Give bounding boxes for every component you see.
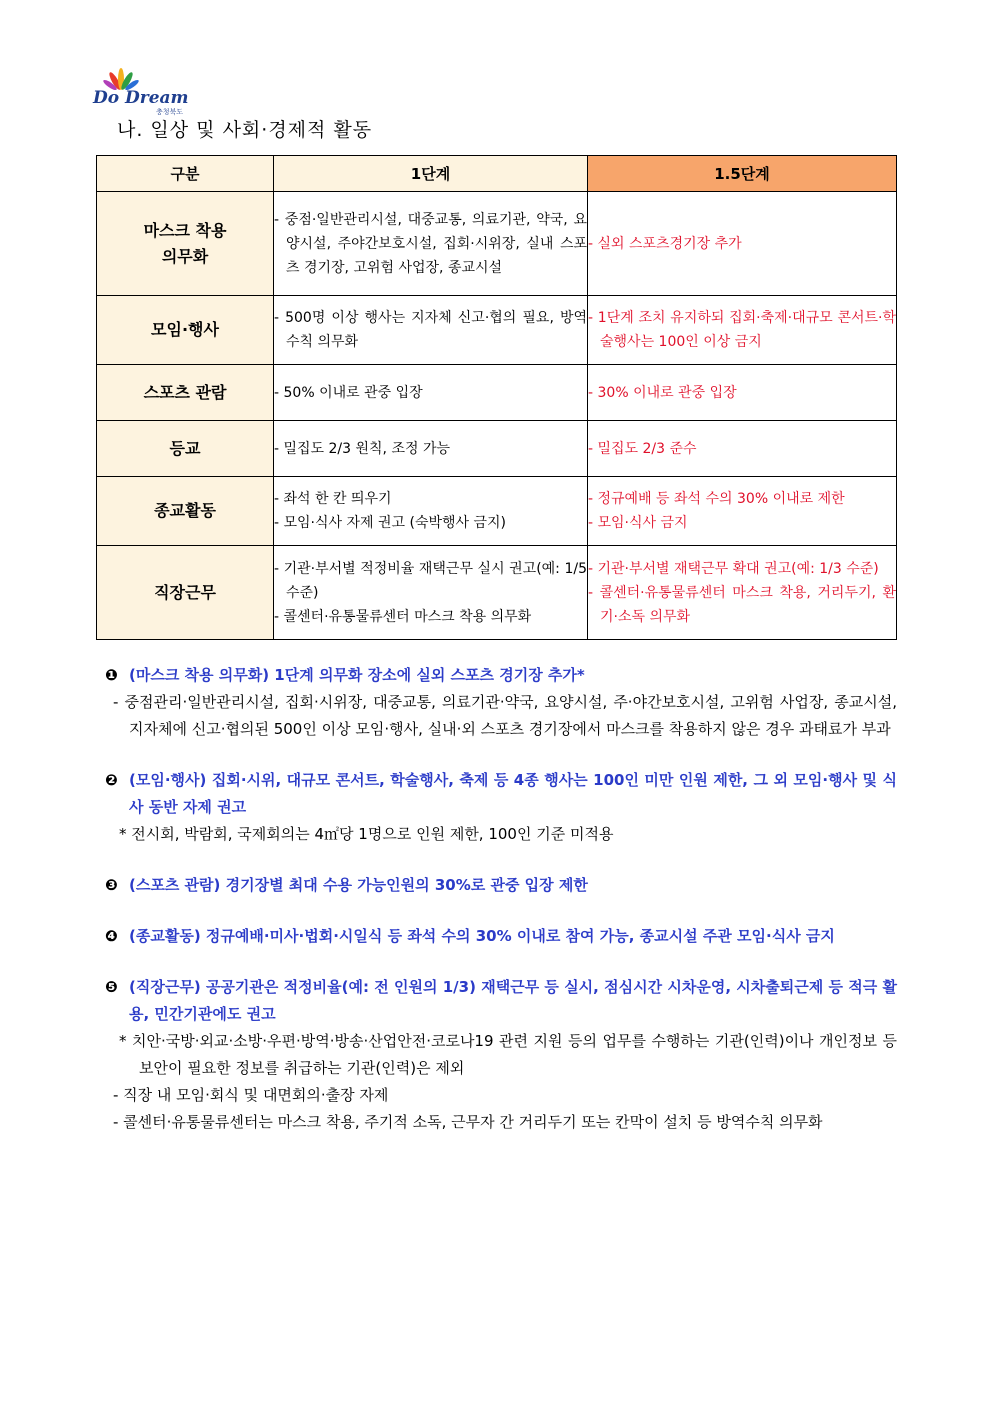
note-3-heading: ❸ (스포츠 관람) 경기장별 최대 수용 가능인원의 30%로 관중 입장 제한 xyxy=(105,872,897,899)
table-row xyxy=(97,365,897,421)
notes-section xyxy=(105,662,897,1136)
stage1-cell: - 기관·부서별 적정비율 재택근무 실시 권고(예: 1/5 수준) - 콜센터·유통물류센터 마스크 착용 의무화 xyxy=(274,546,588,640)
table-row xyxy=(97,296,897,365)
table-row xyxy=(97,192,897,296)
row-category: 모임·행사 xyxy=(97,296,274,365)
stage1-cell: - 50% 이내로 관중 입장 xyxy=(274,365,588,421)
table-row xyxy=(97,477,897,546)
stage15-cell: - 기관·부서별 재택근무 확대 권고(예: 1/3 수준) - 콜센터·유통물류센터 마스크 착용, 거리두기, 환기·소독 의무화 xyxy=(588,546,897,640)
stage1-cell: - 중점·일반관리시설, 대중교통, 의료기관, 약국, 요양시설, 주야간보호시설, 집회·시위장, 실내 스포츠 경기장, 고위험 사업장, 종교시설 xyxy=(274,192,588,296)
header-category: 구분 xyxy=(97,156,274,192)
header-stage1: 1단계 xyxy=(274,156,588,192)
row-category: 마스크 착용 의무화 xyxy=(97,192,274,296)
note-4-heading: ❹ (종교활동) 정규예배·미사·법회·시일식 등 좌석 수의 30% 이내로 참여 가능, 종교시설 주관 모임·식사 금지 xyxy=(105,923,897,950)
stage1-cell: - 좌석 한 칸 띄우기 - 모임·식사 자제 권고 (숙박행사 금지) xyxy=(274,477,588,546)
row-category: 스포츠 관람 xyxy=(97,365,274,421)
table-header-row xyxy=(97,156,897,192)
row-category: 등교 xyxy=(97,421,274,477)
note-2-heading: ❷ (모임·행사) 집회·시위, 대규모 콘서트, 학술행사, 축제 등 4종 행사는 100인 미만 인원 제한, 그 외 모임·행사 및 식사 동반 자제 권고 xyxy=(105,767,897,821)
stage15-cell: - 1단계 조치 유지하되 집회·축제·대규모 콘서트·학술행사는 100인 이상 금지 xyxy=(588,296,897,365)
bullet-2-icon: ❷ xyxy=(105,771,118,789)
stage1-cell: - 밀집도 2/3 원칙, 조정 가능 xyxy=(274,421,588,477)
bullet-3-icon: ❸ xyxy=(105,876,118,894)
note-5-detail-2: - 콜센터·유통물류센터는 마스크 착용, 주기적 소독, 근무자 간 거리두기 또는 칸막이 설치 등 방역수칙 의무화 xyxy=(113,1113,823,1131)
bullet-5-icon: ❺ xyxy=(105,978,118,996)
row-category: 직장근무 xyxy=(97,546,274,640)
logo-wordmark: Do Dream xyxy=(93,88,189,108)
table-row xyxy=(97,546,897,640)
row-category: 종교활동 xyxy=(97,477,274,546)
note-5-detail-1: - 직장 내 모임·회식 및 대면회의·출장 자제 xyxy=(113,1086,389,1104)
note-5-heading: ❺ (직장근무) 공공기관은 적정비율(예: 전 인원의 1/3) 재택근무 등 실시, 점심시간 시차운영, 시차출퇴근제 등 적극 활용, 민간기관에도 권고 xyxy=(105,974,897,1028)
measures-table xyxy=(96,155,897,640)
logo-tagline: 충청북도 xyxy=(156,108,184,116)
note-1-heading: ❶ (마스크 착용 의무화) 1단계 의무화 장소에 실외 스포츠 경기장 추가* xyxy=(105,662,897,689)
bullet-4-icon: ❹ xyxy=(105,927,118,945)
stage15-cell: - 30% 이내로 관중 입장 xyxy=(588,365,897,421)
note-2-footnote: * 전시회, 박람회, 국제회의는 4㎡당 1명으로 인원 제한, 100인 기준 미적용 xyxy=(119,825,614,843)
stage1-cell: - 500명 이상 행사는 지자체 신고·협의 필요, 방역수칙 의무화 xyxy=(274,296,588,365)
header-stage15: 1.5단계 xyxy=(588,156,897,192)
note-1-detail: - 중점관리·일반관리시설, 집회·시위장, 대중교통, 의료기관·약국, 요양시설, 주·야간보호시설, 고위험 사업장, 종교시설, 지자체에 신고·협의된 500인 이상 모임·행사, 실내·외 스포츠 경기장에서 마스크를 착용하지 않은 경우 과태료가 부과 xyxy=(113,693,897,738)
do-dream-logo xyxy=(93,68,203,114)
bullet-1-icon: ❶ xyxy=(105,666,118,684)
stage15-cell: - 밀집도 2/3 준수 xyxy=(588,421,897,477)
stage15-cell: - 실외 스포츠경기장 추가 xyxy=(588,192,897,296)
section-title: 나. 일상 및 사회·경제적 활동 xyxy=(117,119,373,141)
table-row xyxy=(97,421,897,477)
note-5-footnote: * 치안·국방·외교·소방·우편·방역·방송·산업안전·코로나19 관련 지원 등의 업무를 수행하는 기관(인력)이나 개인정보 등 보안이 필요한 정보를 취급하는 기관(인력)은 제외 xyxy=(119,1032,897,1077)
stage15-cell: - 정규예배 등 좌석 수의 30% 이내로 제한 - 모임·식사 금지 xyxy=(588,477,897,546)
